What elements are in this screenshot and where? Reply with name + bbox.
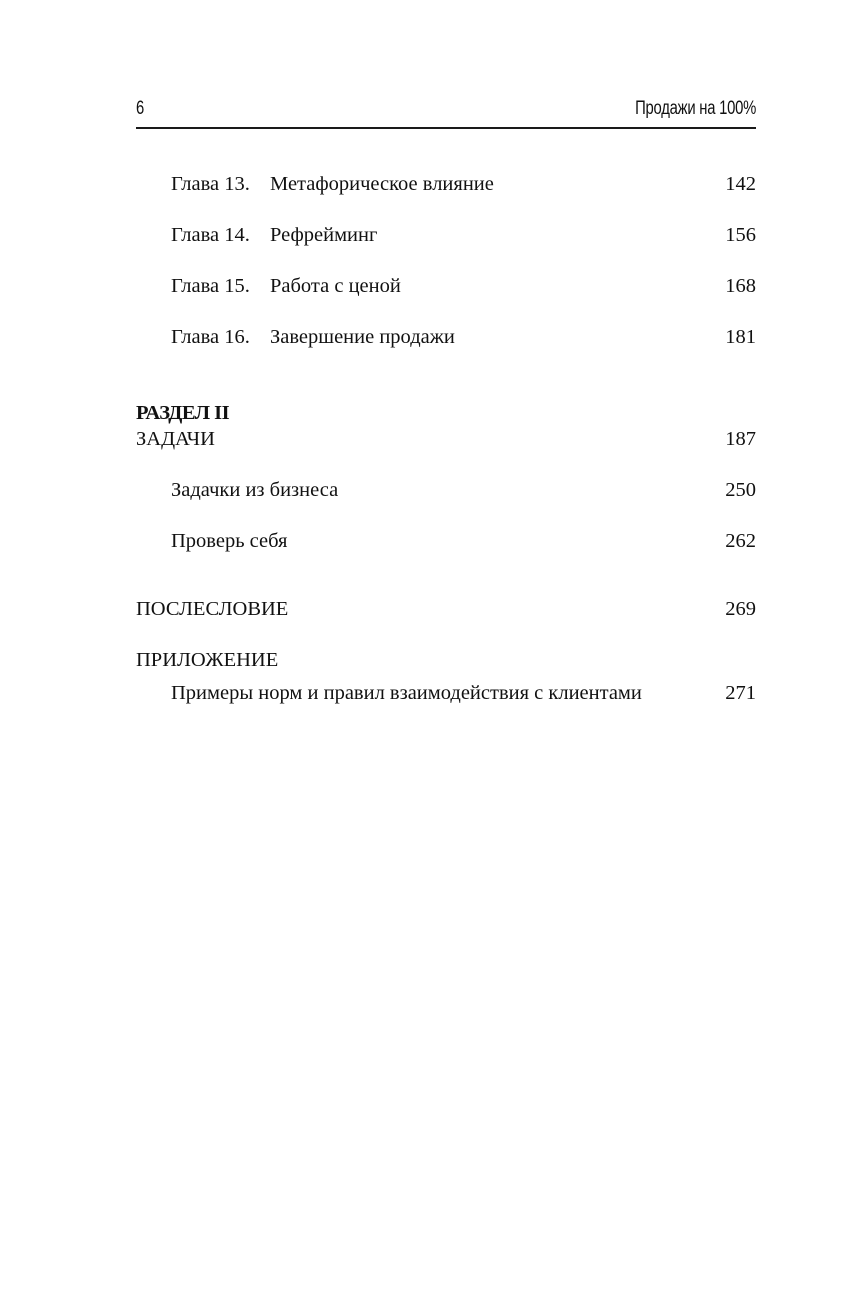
- chapter-label: Глава 16.: [171, 326, 250, 348]
- chapter-title: Рефрейминг: [270, 224, 378, 246]
- chapter-page: 142: [725, 173, 756, 195]
- afterword-page: 269: [725, 598, 756, 620]
- entry-page: 262: [725, 530, 756, 552]
- chapter-label: Глава 13.: [171, 173, 250, 195]
- entry-title: Примеры норм и правил взаимодействия с клиентами: [171, 682, 642, 704]
- entry-page: 271: [725, 682, 756, 704]
- header-rule: [136, 127, 756, 129]
- section-page: 187: [725, 428, 756, 450]
- chapter-title: Завершение продажи: [270, 326, 455, 348]
- chapter-page: 156: [725, 224, 756, 246]
- section-heading: РАЗДЕЛ II: [136, 402, 230, 424]
- afterword-title: ПОСЛЕСЛОВИЕ: [136, 598, 289, 620]
- toc-entry-chapter-13[interactable]: [136, 170, 756, 198]
- chapter-label: Глава 14.: [171, 224, 250, 246]
- entry-title: Проверь себя: [171, 530, 288, 552]
- toc-entry-afterword[interactable]: [136, 595, 756, 623]
- toc-entry-appendix[interactable]: [136, 646, 756, 674]
- toc-entry-business-tasks[interactable]: [136, 476, 756, 504]
- toc-entry-section-2[interactable]: [136, 425, 756, 453]
- section-title: ЗАДАЧИ: [136, 428, 215, 450]
- entry-page: 250: [725, 479, 756, 501]
- chapter-title: Метафорическое влияние: [270, 173, 494, 195]
- page-number: 6: [136, 98, 145, 119]
- running-head: [136, 96, 756, 126]
- toc-entry-self-check[interactable]: [136, 527, 756, 555]
- toc-entry-chapter-16[interactable]: [136, 323, 756, 351]
- running-head-title: Продажи на 100%: [635, 98, 756, 119]
- appendix-title: ПРИЛОЖЕНИЕ: [136, 649, 279, 671]
- toc-entry-chapter-15[interactable]: [136, 272, 756, 300]
- entry-title: Задачки из бизнеса: [171, 479, 339, 501]
- chapter-label: Глава 15.: [171, 275, 250, 297]
- toc-entry-chapter-14[interactable]: [136, 221, 756, 249]
- chapter-page: 181: [725, 326, 756, 348]
- chapter-title: Работа с ценой: [270, 275, 401, 297]
- chapter-page: 168: [725, 275, 756, 297]
- toc-entry-appendix-item[interactable]: [136, 679, 756, 707]
